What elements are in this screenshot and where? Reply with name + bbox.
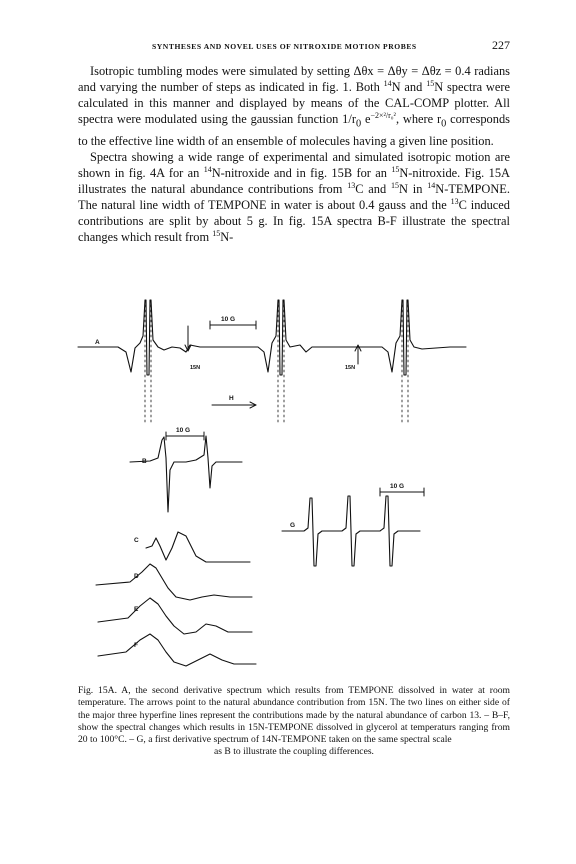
spectrum-a-scale-bar: [210, 321, 256, 329]
scale-label-g: 10 G: [390, 483, 405, 490]
caption-text: Fig. 15A. A, the second derivative spectrum which results from TEMPONE dissolved in water at room temperature. The arrows point to the natural abundance contribution from 15N. The two lines on either side of the major three hyperfine lines represent the contributions made by the natural abundance of carbon 13. – B–F, show the spectral changes which results in 15N-TEMPONE dissolved in glycerol at temperaturs ranging from 20 to 100°C. – G, a first derivative spectrum of 14N-TEMPONE taken on the same spectral scale: [78, 685, 510, 746]
spectrum-a-trace: [78, 300, 466, 375]
page-number: 227: [492, 38, 510, 52]
label-b: B: [142, 458, 147, 465]
label-g: G: [290, 522, 296, 529]
label-d: D: [134, 573, 139, 580]
running-head: SYNTHESES AND NOVEL USES OF NITROXIDE MOTION PROBES: [152, 42, 417, 51]
label-c: C: [134, 537, 139, 544]
label-a: A: [95, 339, 100, 346]
scale-label-b: 10 G: [176, 427, 191, 434]
page-header: [78, 40, 510, 56]
caption-last-line: as B to illustrate the coupling differences.: [214, 746, 374, 758]
spectrum-d-trace: [96, 564, 252, 600]
spectrum-e-trace: [98, 598, 252, 634]
paragraph-2: Spectra showing a wide range of experimental and simulated isotropic motion are shown in fig. 4A for an $^{14}$N-nitroxide and in fig. 15B for an $^{15}$N-nitroxide. Fig. 15A illustrates the natural abundance contributions from $^{13}$C and $^{15}$N in $^{14}$N-TEMPONE. The natural line width of TEMPONE in water is about 0.4 gauss and the $^{13}$C induced contributions are split by about 5 g. In fig. 15A spectra B-F illustrate the spectral changes which result from $^{15}$N-: [78, 149, 510, 245]
body-text: [78, 63, 510, 246]
label-15n-right: 15N: [345, 365, 356, 371]
spectrum-g-trace: [282, 496, 420, 566]
field-direction-arrow: [212, 402, 256, 408]
spectrum-a-arrows: [185, 326, 361, 364]
scale-label-a: 10 G: [221, 316, 236, 323]
spectrum-a-dotted-lines: [145, 300, 408, 422]
label-15n-left: 15N: [190, 365, 201, 371]
spectrum-b-scale-bar: [166, 432, 204, 440]
spectrum-b-trace: [130, 436, 242, 512]
label-h: H: [229, 395, 234, 402]
spectrum-f-trace: [98, 634, 256, 666]
paragraph-1: Isotropic tumbling modes were simulated by setting Δθx = Δθy = Δθz = 0.4 radians and varying the number of steps as indicated in fig. 1. Both $^{14}$N and $^{15}$N spectra were calculated in this manner and displayed by means of the CAL-COMP plotter. All spectra were modulated using the gaussian function $1/r_0$ $e^{-2\times^2/r_0^2}$, where $r_0$ corresponds to the effective line width of an ensemble of molecules having a given line position.: [78, 64, 510, 148]
spectrum-c-trace: [146, 532, 250, 562]
label-e: E: [134, 606, 139, 613]
figure-caption: [78, 685, 510, 759]
label-f: F: [134, 642, 138, 649]
spectrum-g-scale-bar: [380, 488, 424, 496]
